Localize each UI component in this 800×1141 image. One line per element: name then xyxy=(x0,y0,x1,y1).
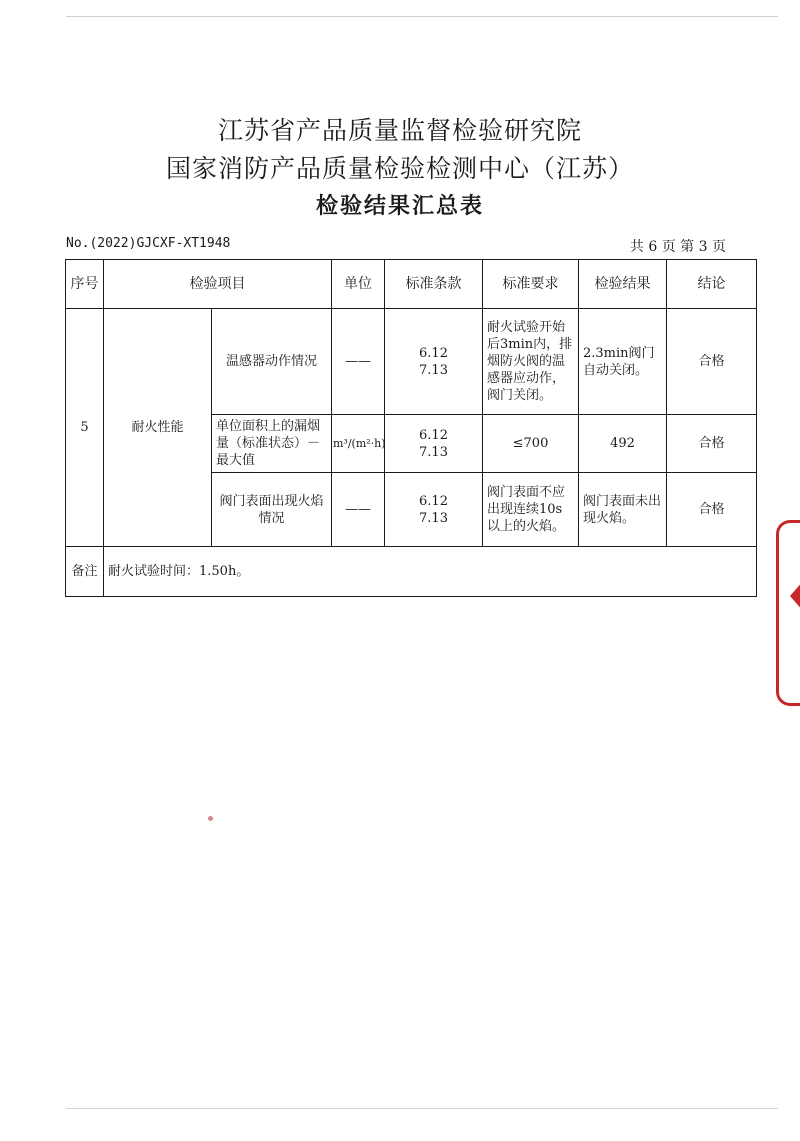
header-requirement: 标准要求 xyxy=(483,260,579,309)
header-item: 检验项目 xyxy=(104,260,332,309)
unit-cell: m³/(m²·h) xyxy=(332,415,385,473)
result-cell: 2.3min阀门自动关闭。 xyxy=(579,309,667,415)
subitem-cell: 阀门表面出现火焰情况 xyxy=(212,473,332,547)
clause-cell: 6.12 7.13 xyxy=(385,309,483,415)
group-seq-cell: 5 xyxy=(66,309,104,547)
table-row xyxy=(66,309,757,415)
subitem-cell: 温感器动作情况 xyxy=(212,309,332,415)
conclusion-cell: 合格 xyxy=(667,309,757,415)
header-row xyxy=(66,260,757,309)
unit-cell: —— xyxy=(332,473,385,547)
subitem-cell: 单位面积上的漏烟量（标准状态）－最大值 xyxy=(212,415,332,473)
document-header xyxy=(0,112,800,224)
header-clause: 标准条款 xyxy=(385,260,483,309)
results-summary-table xyxy=(65,259,757,597)
report-number: No.(2022)GJCXF-XT1948 xyxy=(66,236,231,251)
result-cell: 阀门表面未出现火焰。 xyxy=(579,473,667,547)
conclusion-cell: 合格 xyxy=(667,415,757,473)
page-info: 共 6 页 第 3 页 xyxy=(629,239,726,255)
ink-speck-icon xyxy=(208,816,213,821)
org-name-line2: 国家消防产品质量检验检测中心（江苏） xyxy=(165,154,634,183)
requirement-cell: ≤700 xyxy=(483,415,579,473)
footer-rule xyxy=(66,1108,778,1109)
clause-cell: 6.12 7.13 xyxy=(385,415,483,473)
unit-cell: —— xyxy=(332,309,385,415)
header-seq: 序号 xyxy=(66,260,104,309)
seal-mark-icon xyxy=(790,580,800,612)
remark-label: 备注 xyxy=(66,547,104,597)
requirement-cell: 耐火试验开始后3min内，排烟防火阀的温感器应动作，阀门关闭。 xyxy=(483,309,579,415)
requirement-cell: 阀门表面不应出现连续10s以上的火焰。 xyxy=(483,473,579,547)
header-result: 检验结果 xyxy=(579,260,667,309)
group-name-cell: 耐火性能 xyxy=(104,309,212,547)
header-conclusion: 结论 xyxy=(667,260,757,309)
result-cell: 492 xyxy=(579,415,667,473)
org-name-line1: 江苏省产品质量监督检验研究院 xyxy=(217,116,582,145)
conclusion-cell: 合格 xyxy=(667,473,757,547)
seal-stamp-icon xyxy=(776,520,800,706)
top-rule xyxy=(66,16,778,17)
document-title: 检验结果汇总表 xyxy=(315,193,484,219)
clause-cell: 6.12 7.13 xyxy=(385,473,483,547)
remark-row xyxy=(66,547,757,597)
remark-text: 耐火试验时间：1.50h。 xyxy=(104,547,757,597)
header-unit: 单位 xyxy=(332,260,385,309)
